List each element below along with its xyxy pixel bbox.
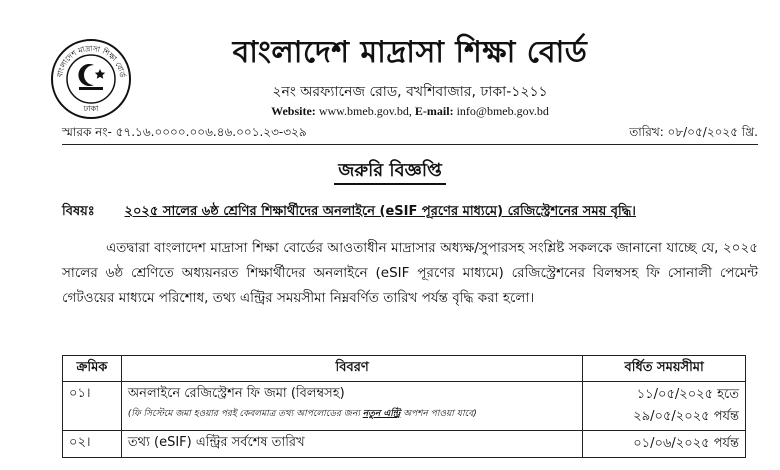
notice-heading (0, 156, 780, 187)
email-label: E-mail: (414, 104, 454, 118)
header-serial: ক্রমিক (63, 356, 122, 382)
notice-subject (62, 202, 758, 223)
row-description: তথ্য (eSIF) এন্ট্রির সর্বশেষ তারিখ (121, 431, 582, 458)
row-description-text: অনলাইনে রেজিস্ট্রেশন ফি জমা (বিলম্বসহ) (127, 386, 345, 401)
subject-text: ২০২৫ সালের ৬ষ্ঠ শ্রেণির শিক্ষার্থীদের অনলাইনে (eSIF পূরণের মাধ্যমে) রেজিস্ট্রেশনের সময় বৃদ্ধি। (124, 204, 636, 219)
website-link[interactable]: www.bmeb.gov.bd, (318, 104, 412, 118)
memo-date: তারিখ: ০৮/০৫/২০২৫ খ্রি. (629, 125, 758, 139)
deadline-end: ২৯/০৫/২০২৫ পর্যন্ত (633, 409, 739, 424)
header-divider (62, 144, 758, 145)
row-deadline (583, 382, 746, 431)
row-note: (ফি সিস্টেমে জমা হওয়ার পরই কেবলমাত্র তথ্য আপলোডের জন্য নতুন এন্ট্রি অপশন পাওয়া যাবে) (127, 409, 477, 419)
deadline-start: ১১/০৫/২০২৫ হতে (636, 387, 739, 402)
logo-city: ঢাকা (83, 104, 99, 113)
notice-title: জরুরি বিজ্ঞপ্তি (334, 160, 446, 185)
header-description: বিবরণ (121, 356, 582, 382)
board-contact (0, 104, 780, 119)
header-deadline: বর্ধিত সময়সীমা (583, 356, 746, 382)
table-row (63, 382, 746, 431)
deadline-end: ০১/০৬/২০২৫ পর্যন্ত (633, 436, 739, 451)
table-row (63, 431, 746, 458)
subject-label: বিষয়ঃ (62, 204, 95, 219)
table-header-row (63, 356, 746, 382)
logo-text: বাংলাদেশ মাদ্রাসা শিক্ষা বোর্ড (54, 43, 127, 79)
board-title: বাংলাদেশ মাদ্রাসা শিক্ষা বোর্ড (232, 35, 588, 70)
row-deadline (583, 431, 746, 458)
memo-reference: স্মারক নং- ৫৭.১৬.০০০০.০০৬.৪৬.০০১.২৩-৩২৯ (62, 125, 307, 139)
row-serial: ০২। (63, 431, 122, 458)
notice-body: এতদ্বারা বাংলাদেশ মাদ্রাসা শিক্ষা বোর্ডের আওতাধীন মাদ্রাসার অধ্যক্ষ/সুপারসহ সংশ্লিষ্ট সকলকে জানানো যাচ্ছে যে, ২০২৫ সালের ৬ষ্ঠ শ্রেণিতে অধ্যয়নরত শিক্ষার্থীদের অনলাইনে (eSIF পূরণের মাধ্যমে) রেজিস্ট্রেশনের বিলম্বসহ ফি সোনালী পেমেন্ট গেটওয়ের মাধ্যমে পরিশোধ, তথ্য এন্ট্রির সময়সীমা নিম্নবর্ণিত তারিখ পর্যন্ত বৃদ্ধি করা হলো। (62, 240, 758, 306)
website-label: Website: (271, 104, 316, 118)
row-serial: ০১। (63, 382, 122, 431)
row-description (121, 382, 582, 431)
board-address: ২নং অরফ্যানেজ রোড, বখশিবাজার, ঢাকা-১২১১ (272, 84, 548, 100)
email-link[interactable]: info@bmeb.gov.bd (456, 104, 549, 118)
schedule-table (62, 355, 746, 458)
